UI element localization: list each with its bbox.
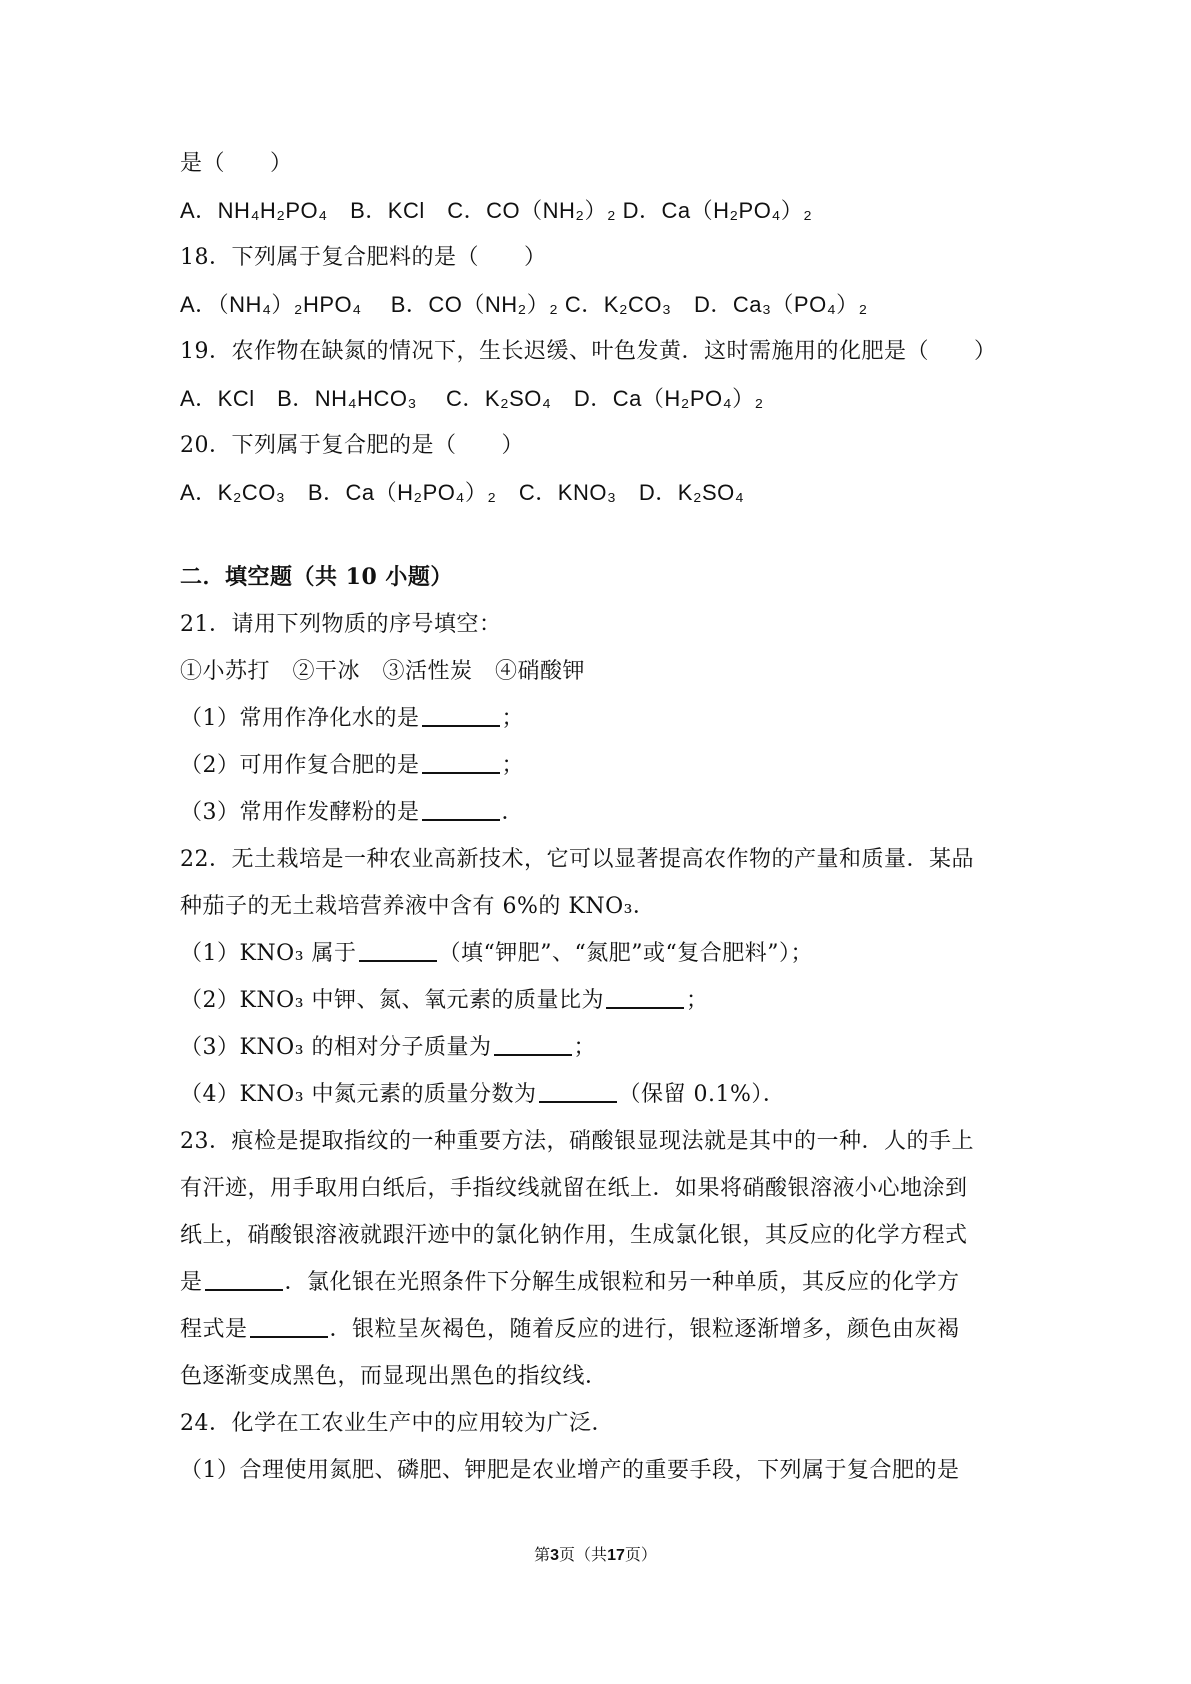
question-22-stem-line-2: 种茄子的无土栽培营养液中含有 6%的 KNO₃． <box>180 894 656 919</box>
answer-blank <box>422 752 500 774</box>
answer-blank <box>606 987 684 1009</box>
question-24-part-1: （1）合理使用氮肥、磷肥、钾肥是农业增产的重要手段，下列属于复合肥的是 <box>180 1458 960 1483</box>
part-text: （1）常用作净化水的是 <box>180 706 420 731</box>
page-number: 3 <box>550 1547 560 1564</box>
question-22-part-4 <box>180 1071 1020 1118</box>
part-end: ； <box>686 988 709 1013</box>
section-heading: 二．填空题（共 10 小题） <box>180 564 453 590</box>
answer-blank <box>359 940 437 962</box>
question-17-stem-end: 是（ ） <box>180 151 293 176</box>
part-end: ． <box>501 800 525 825</box>
answer-blank <box>205 1269 283 1291</box>
part-text: 是 <box>180 1270 203 1295</box>
question-21-part-1 <box>180 695 1020 742</box>
footer-mid: 页（共 <box>559 1545 608 1564</box>
part-end: ．银粒呈灰褐色，随着反应的进行，银粒逐渐增多，颜色由灰褐 <box>329 1317 960 1342</box>
question-23-line-6: 色逐渐变成黑色，而显现出黑色的指纹线． <box>180 1364 608 1389</box>
footer-suffix: 页） <box>624 1545 657 1564</box>
question-21-part-2 <box>180 742 1020 789</box>
answer-blank <box>422 799 500 821</box>
question-23-line-2: 有汗迹，用手取用白纸后，手指纹线就留在纸上．如果将硝酸银溶液小心地涂到 <box>180 1176 968 1201</box>
part-end: ； <box>501 753 525 778</box>
part-end: ； <box>501 706 525 731</box>
question-22-stem-line-1: 22．无土栽培是一种农业高新技术，它可以显著提高农作物的产量和质量．某品 <box>180 847 974 872</box>
part-text: 程式是 <box>180 1317 248 1342</box>
part-end: ．氯化银在光照条件下分解生成银粒和另一种单质，其反应的化学方 <box>284 1270 960 1295</box>
answer-blank <box>494 1034 572 1056</box>
question-23-line-5 <box>180 1306 1020 1353</box>
question-24-stem: 24．化学在工农业生产中的应用较为广泛． <box>180 1411 614 1436</box>
question-23-line-1: 23．痕检是提取指纹的一种重要方法，硝酸银显现法就是其中的一种．人的手上 <box>180 1129 974 1154</box>
question-17-options: A．NH₄H₂PO₄ B．KCl C．CO（NH₂）₂ D．Ca（H₂PO₄）₂ <box>180 198 813 223</box>
document-body <box>180 140 1020 1494</box>
answer-blank <box>422 705 500 727</box>
answer-blank <box>250 1316 328 1338</box>
part-text: （3）KNO₃ 的相对分子质量为 <box>180 1035 492 1060</box>
question-19-options: A．KCl B．NH₄HCO₃ C．K₂SO₄ D．Ca（H₂PO₄）₂ <box>180 386 764 411</box>
part-text: （1）KNO₃ 属于 <box>180 941 357 966</box>
question-21-part-3 <box>180 789 1020 836</box>
part-end: （填“钾肥”、“氮肥”或“复合肥料”）； <box>438 941 814 966</box>
part-text: （3）常用作发酵粉的是 <box>180 800 420 825</box>
question-22-part-2 <box>180 977 1020 1024</box>
question-21-stem: 21．请用下列物质的序号填空： <box>180 612 502 637</box>
footer-prefix: 第 <box>534 1545 551 1564</box>
question-20-stem: 20．下列属于复合肥的是（ ） <box>180 433 524 458</box>
answer-blank <box>539 1081 617 1103</box>
part-end: （保留 0.1%）． <box>618 1082 786 1107</box>
question-22-part-1 <box>180 930 1020 977</box>
part-text: （4）KNO₃ 中氮元素的质量分数为 <box>180 1082 537 1107</box>
question-19-stem: 19．农作物在缺氮的情况下，生长迟缓、叶色发黄．这时需施用的化肥是（ ） <box>180 339 997 364</box>
question-18-stem: 18．下列属于复合肥料的是（ ） <box>180 245 547 270</box>
question-18-options: A．（NH₄）₂HPO₄ B．CO（NH₂）₂ C．K₂CO₃ D．Ca₃（PO₄）₂ <box>180 292 868 317</box>
page-footer <box>0 1542 1191 1565</box>
question-23-line-4 <box>180 1259 1020 1306</box>
question-22-part-3 <box>180 1024 1020 1071</box>
part-end: ； <box>573 1035 597 1060</box>
total-pages: 17 <box>607 1547 625 1564</box>
question-23-line-3: 纸上，硝酸银溶液就跟汗迹中的氯化钠作用，生成氯化银，其反应的化学方程式 <box>180 1223 968 1248</box>
question-20-options: A．K₂CO₃ B．Ca（H₂PO₄）₂ C．KNO₃ D．K₂SO₄ <box>180 480 745 505</box>
question-21-choices: ①小苏打 ②干冰 ③活性炭 ④硝酸钾 <box>180 659 586 684</box>
part-text: （2）KNO₃ 中钾、氮、氧元素的质量比为 <box>180 988 605 1013</box>
part-text: （2）可用作复合肥的是 <box>180 753 420 778</box>
